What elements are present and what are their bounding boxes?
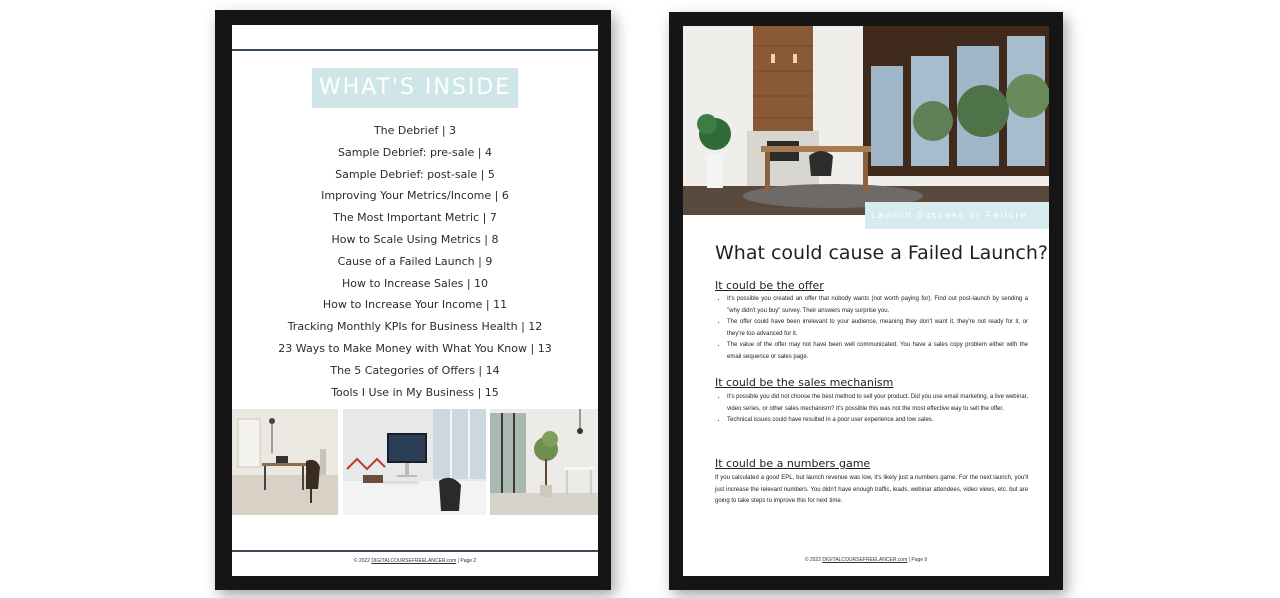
footer-page-number: | Page 9 [908, 557, 928, 563]
hero-caption-banner: Launch Success or Failure [865, 202, 1049, 229]
toc-item: The 5 Categories of Offers | 14 [330, 363, 500, 377]
toc-item: Sample Debrief: post-sale | 5 [335, 167, 495, 181]
sales-mechanism-bullets [715, 392, 1028, 427]
footer-website-link[interactable]: DIGITALCOURSEFREELANCER.com [822, 557, 908, 563]
toc-item: Improving Your Metrics/Income | 6 [321, 189, 509, 203]
contents-heading: WHAT'S INSIDE [312, 68, 518, 108]
bottom-rule [232, 550, 598, 552]
footer-copyright: © 2022 [353, 558, 370, 564]
list-item: • Technical issues could have resulted in a poor user experience and low sales. [727, 415, 1028, 427]
toc-item: How to Scale Using Metrics | 8 [331, 232, 499, 246]
list-item: • The value of the offer may not have been well communicated. You have a sales copy problem either with the email sequence or sales page. [727, 340, 1028, 363]
footer-website-link[interactable]: DIGITALCOURSEFREELANCER.com [371, 558, 457, 564]
list-item: • The offer could have been irrelevant to your audience, meaning they don't want it, they're not ready for it, or they're too advanced for it. [727, 317, 1028, 340]
numbers-game-paragraph: If you calculated a good EPL, but launch revenue was low, it's likely just a numbers game. For the next launch, you'll just increase the relevant numbers. You didn't have enough traffic, leads, webinar attendees, video views, etc. but are going to take steps to improve this for next time. [715, 475, 1028, 504]
toc-item: The Debrief | 3 [373, 124, 457, 137]
top-rule [232, 49, 598, 51]
list-item: • It's possible you did not choose the best method to sell your product. Did you use email marketing, a live webinar, video series, or other sales mechanism? It's possible this was not the most effective way to sell the offer. [727, 392, 1028, 415]
toc-item: How to Increase Sales | 10 [341, 276, 489, 290]
page-footer [232, 558, 598, 564]
contents-page [232, 25, 598, 576]
section-heading-numbers-game: It could be a numbers game [715, 457, 871, 470]
toc-item: Sample Debrief: pre-sale | 4 [338, 145, 492, 159]
toc-item: Cause of a Failed Launch | 9 [337, 254, 493, 268]
toc-item: The Most Important Metric | 7 [333, 211, 497, 225]
toc-item: Tracking Monthly KPIs for Business Health | 12 [287, 320, 543, 334]
section-heading-offer: It could be the offer [715, 279, 824, 292]
list-item: • It's possible you created an offer that nobody wants (not worth paying for). Find out post-launch by sending a "why didn't you buy" survey. Their answers may surprise you. [727, 294, 1028, 317]
table-of-contents [232, 120, 598, 403]
section-heading-sales-mechanism: It could be the sales mechanism [715, 376, 894, 389]
footer-page-number: | Page 2 [457, 558, 477, 564]
right-poster-frame [669, 12, 1063, 590]
office-photo-window [490, 409, 598, 515]
toc-item: 23 Ways to Make Money with What You Know | 13 [278, 341, 552, 355]
footer-copyright: © 2022 [804, 557, 821, 563]
page-footer [683, 557, 1049, 563]
offer-bullets [715, 294, 1028, 363]
office-hero-photo [683, 26, 1049, 215]
toc-item: How to Increase Your Income | 11 [322, 298, 508, 312]
office-photo-desk [232, 409, 338, 515]
left-poster-frame [215, 10, 611, 590]
article-title: What could cause a Failed Launch? [715, 242, 1048, 264]
toc-item: Tools I Use in My Business | 15 [331, 385, 499, 399]
office-photo-monitor [343, 409, 486, 515]
article-page [683, 26, 1049, 576]
